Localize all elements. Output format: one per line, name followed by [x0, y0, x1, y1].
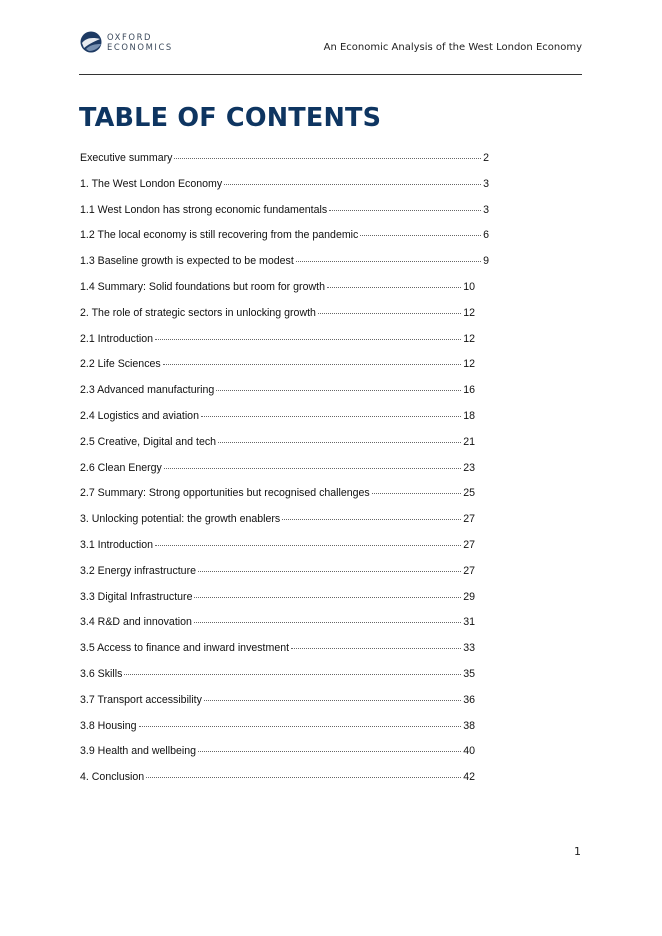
toc-entry-page: 21	[463, 435, 475, 448]
toc-entry[interactable]	[80, 590, 475, 616]
header-divider	[79, 74, 582, 75]
toc-dot-leader	[163, 364, 462, 365]
toc-entry-page: 35	[463, 667, 475, 680]
toc-entry-title: 3.3 Digital Infrastructure	[80, 590, 193, 603]
toc-entry-page: 3	[483, 177, 489, 190]
toc-entry[interactable]	[80, 615, 475, 641]
toc-entry-title: 3.1 Introduction	[80, 538, 154, 551]
toc-entry-title: 1.2 The local economy is still recovering from the pandemic	[80, 229, 359, 242]
toc-entry-page: 9	[483, 255, 489, 268]
toc-entry[interactable]	[80, 486, 475, 512]
toc-entry-page: 27	[463, 538, 475, 551]
toc-entry-title: 3.8 Housing	[80, 719, 137, 732]
toc-dot-leader	[372, 493, 461, 494]
toc-dot-leader	[224, 184, 481, 185]
toc-entry-page: 18	[463, 409, 475, 422]
toc-list	[80, 151, 489, 796]
toc-entry-page: 16	[463, 384, 475, 397]
toc-entry-page: 42	[463, 771, 475, 784]
toc-entry[interactable]	[80, 280, 475, 306]
toc-entry[interactable]	[80, 667, 475, 693]
toc-entry-page: 6	[483, 229, 489, 242]
toc-dot-leader	[139, 726, 462, 727]
toc-entry[interactable]	[80, 461, 475, 487]
toc-entry[interactable]	[80, 564, 475, 590]
toc-dot-leader	[174, 158, 481, 159]
toc-entry-title: 3.9 Health and wellbeing	[80, 745, 197, 758]
toc-entry[interactable]	[80, 409, 475, 435]
toc-entry[interactable]	[80, 538, 475, 564]
logo-wordmark	[107, 32, 173, 52]
toc-dot-leader	[155, 545, 461, 546]
toc-entry-page: 12	[463, 306, 475, 319]
toc-entry[interactable]	[80, 693, 475, 719]
toc-entry-page: 29	[463, 590, 475, 603]
toc-dot-leader	[327, 287, 461, 288]
toc-entry[interactable]	[80, 383, 475, 409]
toc-entry-title: 2.1 Introduction	[80, 332, 154, 345]
toc-entry-title: 3.6 Skills	[80, 667, 123, 680]
toc-entry-page: 2	[483, 152, 489, 164]
toc-entry-page: 3	[483, 203, 489, 216]
toc-entry[interactable]	[80, 228, 489, 254]
toc-dot-leader	[360, 235, 481, 236]
toc-entry-title: 1.4 Summary: Solid foundations but room for growth	[80, 280, 325, 293]
toc-entry-title: 2. The role of strategic sectors in unlocking growth	[80, 306, 316, 319]
toc-entry[interactable]	[80, 151, 489, 177]
toc-entry-title: 1.1 West London has strong economic fundamentals	[80, 203, 328, 216]
toc-entry[interactable]	[80, 332, 475, 358]
toc-entry-title: 3. Unlocking potential: the growth enablers	[80, 513, 281, 526]
toc-entry-title: 2.3 Advanced manufacturing	[80, 384, 215, 397]
toc-entry[interactable]	[80, 641, 475, 667]
logo-globe-icon	[80, 31, 102, 53]
toc-entry-page: 38	[463, 719, 475, 732]
toc-dot-leader	[155, 339, 461, 340]
toc-dot-leader	[201, 416, 461, 417]
toc-entry-page: 12	[463, 332, 475, 345]
toc-entry-title: 3.4 R&D and innovation	[80, 616, 192, 629]
toc-entry-page: 40	[463, 745, 475, 758]
toc-entry-title: 2.2 Life Sciences	[80, 358, 161, 371]
toc-dot-leader	[296, 261, 481, 262]
toc-dot-leader	[146, 777, 461, 778]
toc-dot-leader	[194, 597, 461, 598]
toc-entry-title: 2.5 Creative, Digital and tech	[80, 435, 217, 448]
toc-entry[interactable]	[80, 744, 475, 770]
toc-entry-page: 27	[463, 513, 475, 526]
toc-entry[interactable]	[80, 719, 475, 745]
page-number: 1	[574, 845, 581, 858]
toc-dot-leader	[124, 674, 461, 675]
toc-entry[interactable]	[80, 770, 475, 796]
toc-entry[interactable]	[80, 254, 489, 280]
toc-dot-leader	[164, 468, 461, 469]
toc-entry-title: 3.5 Access to finance and inward investment	[80, 642, 290, 655]
toc-dot-leader	[282, 519, 461, 520]
toc-dot-leader	[194, 622, 461, 623]
toc-entry[interactable]	[80, 435, 475, 461]
toc-entry[interactable]	[80, 512, 475, 538]
toc-dot-leader	[329, 210, 481, 211]
toc-dot-leader	[198, 751, 461, 752]
toc-entry[interactable]	[80, 203, 489, 229]
toc-entry-page: 10	[463, 280, 475, 293]
toc-entry-page: 31	[463, 616, 475, 629]
toc-entry-title: 2.6 Clean Energy	[80, 461, 162, 474]
toc-entry[interactable]	[80, 306, 475, 332]
toc-entry-page: 25	[463, 487, 475, 500]
toc-entry-page: 36	[463, 693, 475, 706]
toc-dot-leader	[318, 313, 461, 314]
oxford-economics-logo	[80, 30, 173, 54]
logo-line-2: ECONOMICS	[107, 42, 173, 52]
toc-entry-page: 27	[463, 564, 475, 577]
toc-entry-page: 12	[463, 358, 475, 371]
toc-entry-title: 1. The West London Economy	[80, 177, 223, 190]
toc-entry-title: Executive summary	[80, 152, 173, 164]
toc-dot-leader	[291, 648, 461, 649]
toc-entry[interactable]	[80, 177, 489, 203]
toc-heading: TABLE OF CONTENTS	[79, 103, 382, 133]
toc-dot-leader	[216, 390, 461, 391]
toc-entry-title: 2.7 Summary: Strong opportunities but recognised challenges	[80, 487, 370, 500]
toc-entry-title: 3.7 Transport accessibility	[80, 693, 202, 706]
toc-entry[interactable]	[80, 357, 475, 383]
toc-entry-title: 1.3 Baseline growth is expected to be modest	[80, 255, 294, 268]
logo-line-1: OXFORD	[107, 32, 153, 42]
toc-dot-leader	[198, 571, 461, 572]
toc-entry-page: 23	[463, 461, 475, 474]
toc-dot-leader	[204, 700, 461, 701]
toc-entry-page: 33	[463, 642, 475, 655]
toc-entry-title: 2.4 Logistics and aviation	[80, 409, 199, 422]
document-title: An Economic Analysis of the West London Economy	[323, 42, 582, 53]
toc-entry-title: 3.2 Energy infrastructure	[80, 564, 196, 577]
toc-dot-leader	[218, 442, 461, 443]
toc-entry-title: 4. Conclusion	[80, 771, 145, 784]
